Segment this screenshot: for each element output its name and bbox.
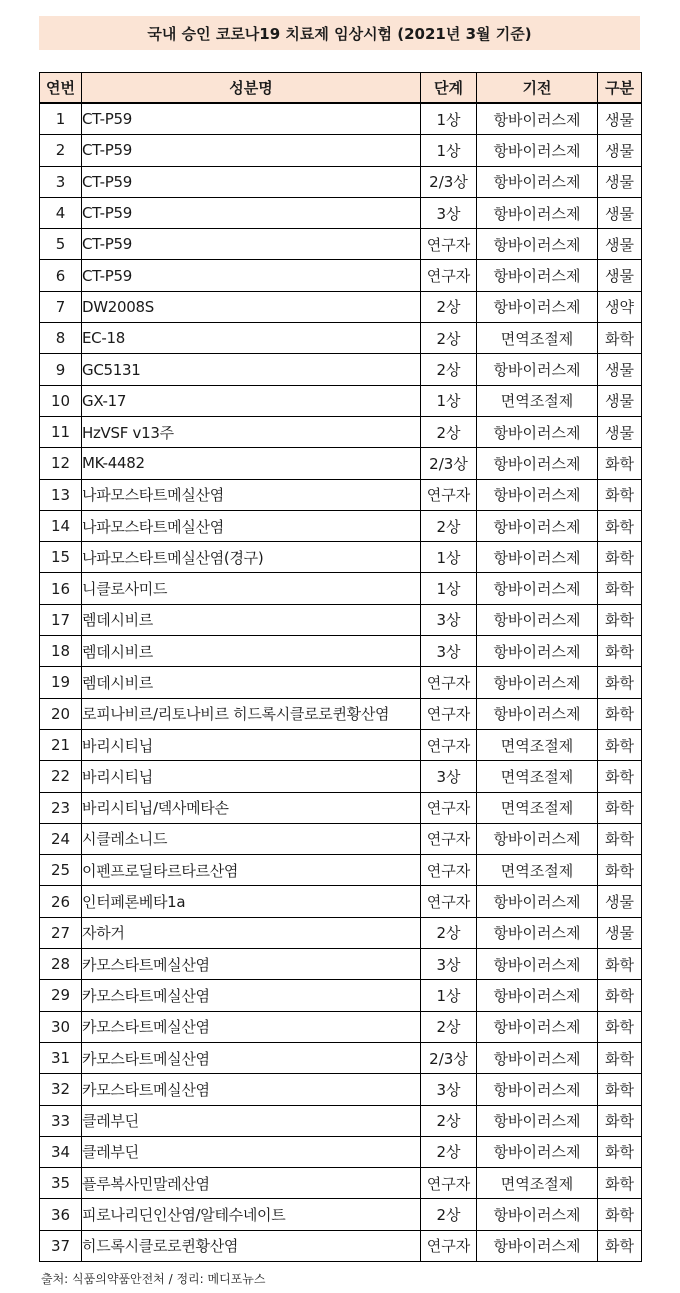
ingredient-name: 카모스타트메실산염 [82, 1011, 421, 1042]
ingredient-name: GC5131 [82, 354, 421, 385]
trial-phase: 연구자 [421, 729, 477, 760]
category: 생물 [598, 229, 642, 260]
mechanism: 항바이러스제 [477, 479, 598, 510]
table-row [40, 229, 642, 260]
row-number: 9 [40, 354, 82, 385]
trial-phase: 2/3상 [421, 448, 477, 479]
mechanism: 항바이러스제 [477, 823, 598, 854]
ingredient-name: 자하거 [82, 917, 421, 948]
row-number: 6 [40, 260, 82, 291]
category: 화학 [598, 1105, 642, 1136]
trial-phase: 연구자 [421, 698, 477, 729]
category: 화학 [598, 1042, 642, 1073]
ingredient-name: 이펜프로딜타르타르산염 [82, 855, 421, 886]
ingredient-name: 렘데시비르 [82, 636, 421, 667]
table-row [40, 448, 642, 479]
row-number: 18 [40, 636, 82, 667]
mechanism: 항바이러스제 [477, 197, 598, 228]
row-number: 2 [40, 135, 82, 166]
trial-phase: 연구자 [421, 1230, 477, 1261]
mechanism: 항바이러스제 [477, 166, 598, 197]
clinical-trials-table [39, 72, 642, 1262]
ingredient-name: 카모스타트메실산염 [82, 1074, 421, 1105]
header-row [40, 73, 642, 104]
row-number: 33 [40, 1105, 82, 1136]
row-number: 17 [40, 604, 82, 635]
table-row [40, 291, 642, 322]
row-number: 21 [40, 729, 82, 760]
category: 화학 [598, 1011, 642, 1042]
trial-phase: 1상 [421, 385, 477, 416]
trial-phase: 2상 [421, 1199, 477, 1230]
mechanism: 항바이러스제 [477, 667, 598, 698]
category: 화학 [598, 792, 642, 823]
table-row [40, 197, 642, 228]
table-title [39, 16, 640, 50]
table-row [40, 1168, 642, 1199]
table-row [40, 323, 642, 354]
ingredient-name: 바리시티닙 [82, 729, 421, 760]
mechanism: 면역조절제 [477, 855, 598, 886]
mechanism: 면역조절제 [477, 323, 598, 354]
trial-phase: 3상 [421, 761, 477, 792]
ingredient-name: 플루복사민말레산염 [82, 1168, 421, 1199]
trial-phase: 2상 [421, 510, 477, 541]
mechanism: 항바이러스제 [477, 1105, 598, 1136]
mechanism: 항바이러스제 [477, 1136, 598, 1167]
table-row [40, 1199, 642, 1230]
table-row [40, 260, 642, 291]
ingredient-name: HzVSF v13주 [82, 416, 421, 447]
row-number: 36 [40, 1199, 82, 1230]
table-row [40, 1074, 642, 1105]
row-number: 10 [40, 385, 82, 416]
trial-phase: 3상 [421, 949, 477, 980]
row-number: 20 [40, 698, 82, 729]
mechanism: 항바이러스제 [477, 510, 598, 541]
mechanism: 면역조절제 [477, 792, 598, 823]
trial-phase: 연구자 [421, 1168, 477, 1199]
row-number: 3 [40, 166, 82, 197]
ingredient-name: 인터페론베타1a [82, 886, 421, 917]
row-number: 22 [40, 761, 82, 792]
row-number: 16 [40, 573, 82, 604]
category: 생물 [598, 103, 642, 135]
category: 화학 [598, 949, 642, 980]
trial-phase: 2상 [421, 354, 477, 385]
row-number: 1 [40, 103, 82, 135]
trial-phase: 2상 [421, 917, 477, 948]
category: 화학 [598, 698, 642, 729]
ingredient-name: EC-18 [82, 323, 421, 354]
category: 화학 [598, 729, 642, 760]
row-number: 37 [40, 1230, 82, 1261]
row-number: 25 [40, 855, 82, 886]
row-number: 7 [40, 291, 82, 322]
category: 화학 [598, 636, 642, 667]
mechanism: 항바이러스제 [477, 698, 598, 729]
ingredient-name: 카모스타트메실산염 [82, 949, 421, 980]
ingredient-name: 바리시티닙/덱사메타손 [82, 792, 421, 823]
mechanism: 항바이러스제 [477, 949, 598, 980]
row-number: 23 [40, 792, 82, 823]
category: 생물 [598, 886, 642, 917]
table-row [40, 729, 642, 760]
table-row [40, 354, 642, 385]
trial-phase: 연구자 [421, 260, 477, 291]
trial-phase: 3상 [421, 604, 477, 635]
trial-phase: 연구자 [421, 823, 477, 854]
table-row [40, 1136, 642, 1167]
row-number: 11 [40, 416, 82, 447]
ingredient-name: 나파모스타트메실산염 [82, 510, 421, 541]
ingredient-name: 카모스타트메실산염 [82, 980, 421, 1011]
ingredient-name: 렘데시비르 [82, 667, 421, 698]
row-number: 15 [40, 542, 82, 573]
ingredient-name: GX-17 [82, 385, 421, 416]
table-row [40, 980, 642, 1011]
table-row [40, 636, 642, 667]
ingredient-name: DW2008S [82, 291, 421, 322]
row-number: 28 [40, 949, 82, 980]
table-title-text: 국내 승인 코로나19 치료제 임상시험 (2021년 3월 기준) [147, 24, 532, 43]
category: 생물 [598, 917, 642, 948]
table-row [40, 479, 642, 510]
table-row [40, 1011, 642, 1042]
trial-phase: 2상 [421, 1011, 477, 1042]
mechanism: 항바이러스제 [477, 103, 598, 135]
mechanism: 항바이러스제 [477, 1011, 598, 1042]
ingredient-name: 클레부딘 [82, 1136, 421, 1167]
mechanism: 항바이러스제 [477, 1042, 598, 1073]
category: 화학 [598, 1199, 642, 1230]
category: 화학 [598, 761, 642, 792]
trial-phase: 연구자 [421, 479, 477, 510]
trial-phase: 2상 [421, 291, 477, 322]
trial-phase: 연구자 [421, 855, 477, 886]
ingredient-name: 바리시티닙 [82, 761, 421, 792]
ingredient-name: 니클로사미드 [82, 573, 421, 604]
mechanism: 면역조절제 [477, 385, 598, 416]
table-row [40, 949, 642, 980]
table-row [40, 855, 642, 886]
mechanism: 면역조절제 [477, 1168, 598, 1199]
mechanism: 항바이러스제 [477, 260, 598, 291]
trial-phase: 1상 [421, 135, 477, 166]
mechanism: 면역조절제 [477, 729, 598, 760]
mechanism: 항바이러스제 [477, 1074, 598, 1105]
ingredient-name: CT-P59 [82, 103, 421, 135]
category: 화학 [598, 1230, 642, 1261]
mechanism: 항바이러스제 [477, 886, 598, 917]
trial-phase: 2/3상 [421, 1042, 477, 1073]
table-row [40, 573, 642, 604]
row-number: 31 [40, 1042, 82, 1073]
table-row [40, 667, 642, 698]
table-row [40, 103, 642, 135]
trial-phase: 1상 [421, 980, 477, 1011]
header-phase: 단계 [421, 73, 477, 104]
ingredient-name: 시클레소니드 [82, 823, 421, 854]
mechanism: 항바이러스제 [477, 542, 598, 573]
row-number: 19 [40, 667, 82, 698]
category: 화학 [598, 604, 642, 635]
table-row [40, 792, 642, 823]
ingredient-name: 카모스타트메실산염 [82, 1042, 421, 1073]
category: 화학 [598, 542, 642, 573]
mechanism: 항바이러스제 [477, 229, 598, 260]
table-body [40, 103, 642, 1261]
table-row [40, 761, 642, 792]
table-row [40, 823, 642, 854]
trial-phase: 3상 [421, 197, 477, 228]
row-number: 14 [40, 510, 82, 541]
mechanism: 항바이러스제 [477, 291, 598, 322]
category: 화학 [598, 823, 642, 854]
trial-phase: 연구자 [421, 667, 477, 698]
mechanism: 면역조절제 [477, 761, 598, 792]
ingredient-name: 렘데시비르 [82, 604, 421, 635]
category: 화학 [598, 510, 642, 541]
mechanism: 항바이러스제 [477, 636, 598, 667]
category: 생약 [598, 291, 642, 322]
row-number: 13 [40, 479, 82, 510]
trial-phase: 연구자 [421, 792, 477, 823]
row-number: 24 [40, 823, 82, 854]
category: 화학 [598, 1074, 642, 1105]
category: 생물 [598, 135, 642, 166]
table-row [40, 886, 642, 917]
category: 화학 [598, 479, 642, 510]
row-number: 27 [40, 917, 82, 948]
category: 생물 [598, 260, 642, 291]
table-row [40, 1105, 642, 1136]
header-ingredient: 성분명 [82, 73, 421, 104]
category: 생물 [598, 416, 642, 447]
row-number: 26 [40, 886, 82, 917]
row-number: 12 [40, 448, 82, 479]
header-category: 구분 [598, 73, 642, 104]
trial-phase: 3상 [421, 1074, 477, 1105]
ingredient-name: CT-P59 [82, 166, 421, 197]
mechanism: 항바이러스제 [477, 354, 598, 385]
table-row [40, 135, 642, 166]
table-row [40, 416, 642, 447]
ingredient-name: CT-P59 [82, 260, 421, 291]
row-number: 30 [40, 1011, 82, 1042]
ingredient-name: 히드록시클로로퀸황산염 [82, 1230, 421, 1261]
mechanism: 항바이러스제 [477, 1230, 598, 1261]
category: 화학 [598, 855, 642, 886]
header-number: 연번 [40, 73, 82, 104]
table-row [40, 698, 642, 729]
ingredient-name: CT-P59 [82, 229, 421, 260]
mechanism: 항바이러스제 [477, 604, 598, 635]
ingredient-name: MK-4482 [82, 448, 421, 479]
table-row [40, 542, 642, 573]
trial-phase: 연구자 [421, 229, 477, 260]
row-number: 5 [40, 229, 82, 260]
ingredient-name: 클레부딘 [82, 1105, 421, 1136]
trial-phase: 연구자 [421, 886, 477, 917]
trial-phase: 2상 [421, 1105, 477, 1136]
category: 화학 [598, 667, 642, 698]
mechanism: 항바이러스제 [477, 980, 598, 1011]
row-number: 8 [40, 323, 82, 354]
category: 화학 [598, 573, 642, 604]
ingredient-name: 나파모스타트메실산염 [82, 479, 421, 510]
trial-phase: 2/3상 [421, 166, 477, 197]
table-row [40, 1042, 642, 1073]
header-mechanism: 기전 [477, 73, 598, 104]
ingredient-name: 로피나비르/리토나비르 히드록시클로로퀸황산염 [82, 698, 421, 729]
trial-phase: 2상 [421, 1136, 477, 1167]
trial-phase: 3상 [421, 636, 477, 667]
trial-phase: 2상 [421, 416, 477, 447]
row-number: 32 [40, 1074, 82, 1105]
category: 생물 [598, 385, 642, 416]
table-header [40, 73, 642, 104]
table-row [40, 1230, 642, 1261]
category: 화학 [598, 1136, 642, 1167]
category: 생물 [598, 166, 642, 197]
ingredient-name: CT-P59 [82, 135, 421, 166]
category: 생물 [598, 197, 642, 228]
category: 화학 [598, 1168, 642, 1199]
table-row [40, 604, 642, 635]
ingredient-name: 나파모스타트메실산염(경구) [82, 542, 421, 573]
category: 화학 [598, 323, 642, 354]
table-row [40, 917, 642, 948]
ingredient-name: CT-P59 [82, 197, 421, 228]
source-note: 출처: 식품의약품안전처 / 정리: 메디포뉴스 [41, 1272, 266, 1286]
trial-phase: 1상 [421, 573, 477, 604]
mechanism: 항바이러스제 [477, 416, 598, 447]
table-row [40, 166, 642, 197]
table-row [40, 510, 642, 541]
mechanism: 항바이러스제 [477, 573, 598, 604]
trial-phase: 2상 [421, 323, 477, 354]
row-number: 35 [40, 1168, 82, 1199]
row-number: 34 [40, 1136, 82, 1167]
ingredient-name: 피로나리딘인산염/알테수네이트 [82, 1199, 421, 1230]
mechanism: 항바이러스제 [477, 448, 598, 479]
row-number: 4 [40, 197, 82, 228]
mechanism: 항바이러스제 [477, 135, 598, 166]
category: 화학 [598, 980, 642, 1011]
trial-phase: 1상 [421, 103, 477, 135]
mechanism: 항바이러스제 [477, 917, 598, 948]
table-row [40, 385, 642, 416]
category: 생물 [598, 354, 642, 385]
category: 화학 [598, 448, 642, 479]
mechanism: 항바이러스제 [477, 1199, 598, 1230]
row-number: 29 [40, 980, 82, 1011]
trial-phase: 1상 [421, 542, 477, 573]
